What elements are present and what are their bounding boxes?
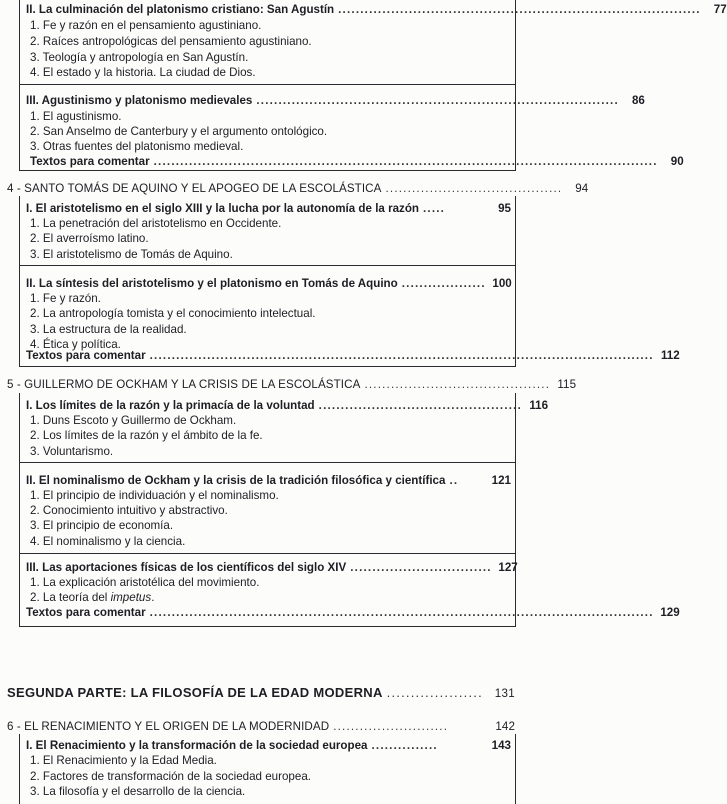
entry-title: I. El aristotelismo en el siglo XIII y la lucha por la autonomía de la razón <box>26 202 419 215</box>
page-number: 94 <box>575 182 589 195</box>
toc-entry-texts[interactable]: Textos para comentar .................................................................................................................. 90 <box>30 155 684 168</box>
chapter-heading[interactable]: 4 - SANTO TOMÁS DE AQUINO Y EL APOGEO DE LA ESCOLÁSTICA ........................................ 94 <box>7 182 589 195</box>
section-box-renacimiento <box>19 734 516 804</box>
entry-title: I. Los límites de la razón y la primacía de la voluntad <box>26 399 315 412</box>
toc-subentry: 1. Duns Escoto y Guillermo de Ockham. <box>30 414 237 427</box>
toc-entry-heading[interactable]: II. El nominalismo de Ockham y la crisis de la tradición filosófica y científica .. 121 <box>26 474 511 487</box>
toc-subentry: 3. La estructura de la realidad. <box>30 323 187 336</box>
toc-subentry: 3. Teología y antropología en San Agustín. <box>30 51 249 64</box>
toc-entry-heading[interactable]: II. La síntesis del aristotelismo y el platonismo en Tomás de Aquino ................... 100 <box>26 277 512 290</box>
toc-subentry: 2. San Anselmo de Canterbury y el argumento ontológico. <box>30 125 328 138</box>
entry-title: III. Agustinismo y platonismo medievales <box>26 94 253 107</box>
entry-title: Textos para comentar <box>26 606 146 619</box>
section-box-aportaciones <box>19 553 680 627</box>
toc-entry-heading[interactable]: III. Las aportaciones físicas de los científicos del siglo XIV ................................ 127 <box>26 561 518 574</box>
toc-subentry: 3. Otras fuentes del platonismo medieval. <box>30 140 244 153</box>
toc-subentry: 3. El principio de economía. <box>30 519 174 532</box>
toc-subentry: 2. El averroísmo latino. <box>30 232 149 245</box>
entry-title: II. La síntesis del aristotelismo y el platonismo en Tomás de Aquino <box>26 277 398 290</box>
toc-subentry: 1. El Renacimiento y la Edad Media. <box>30 754 217 767</box>
subentry-italic: impetus <box>110 591 152 604</box>
toc-subentry: 3. Voluntarismo. <box>30 445 114 458</box>
toc-subentry: 1. La penetración del aristotelismo en Occidente. <box>30 217 282 230</box>
entry-title: Textos para comentar <box>26 349 146 362</box>
toc-subentry: 1. El principio de individuación y el nominalismo. <box>30 489 279 502</box>
section-box-nominalismo <box>19 462 516 554</box>
page-number: 127 <box>498 561 518 574</box>
page-number: 142 <box>495 720 515 733</box>
section-box-limites-razon <box>19 393 549 463</box>
entry-title: II. El nominalismo de Ockham y la crisis de la tradición filosófica y científica <box>26 474 446 487</box>
toc-subentry: 1. Fe y razón. <box>30 292 101 305</box>
toc-subentry: 1. La explicación aristotélica del movimiento. <box>30 576 260 589</box>
section-box-san-agustin <box>19 0 727 85</box>
toc-subentry: 4. El nominalismo y la ciencia. <box>30 535 186 548</box>
entry-title: II. La culminación del platonismo cristiano: San Agustín <box>26 3 335 16</box>
page-number: 143 <box>491 739 511 752</box>
page-number: 95 <box>498 202 511 215</box>
toc-entry-heading[interactable]: I. El aristotelismo en el siglo XIII y la lucha por la autonomía de la razón ..... 95 <box>26 202 511 215</box>
toc-entry-heading[interactable]: I. Los límites de la razón y la primacía de la voluntad .............................................. 116 <box>26 399 549 412</box>
chapter-title: 6 - EL RENACIMIENTO Y EL ORIGEN DE LA MODERNIDAD <box>7 720 330 733</box>
toc-subentry: 3. El aristotelismo de Tomás de Aquino. <box>30 248 233 261</box>
part-heading[interactable]: SEGUNDA PARTE: LA FILOSOFÍA DE LA EDAD MODERNA .................... 131 <box>7 685 515 700</box>
page-number: 86 <box>631 94 645 107</box>
chapter-heading[interactable]: 5 - GUILLERMO DE OCKHAM Y LA CRISIS DE LA ESCOLÁSTICA .......................................... 115 <box>7 378 577 391</box>
page-number: 90 <box>670 155 684 168</box>
page-number: 131 <box>494 687 515 700</box>
entry-title: I. El Renacimiento y la transformación de la sociedad europea <box>26 739 368 752</box>
subentry-punct: . <box>151 591 155 604</box>
page-number: 129 <box>660 606 680 619</box>
toc-entry-texts[interactable]: Textos para comentar .................................................................................................................. 112 <box>26 349 680 362</box>
subentry-text: 2. La teoría del <box>30 591 111 604</box>
page-number: 112 <box>660 349 680 362</box>
page-number: 115 <box>557 378 577 391</box>
section-box-agustinismo <box>19 84 684 171</box>
page-number: 116 <box>529 399 549 412</box>
toc-entry-heading[interactable]: III. Agustinismo y platonismo medievales .................................................................................. 86 <box>26 94 645 107</box>
toc-subentry: 3. La filosofía y el desarrollo de la ciencia. <box>30 785 246 798</box>
toc-subentry: 4. Ética y política. <box>30 338 121 351</box>
toc-entry-texts[interactable]: Textos para comentar .................................................................................................................. 129 <box>26 606 680 619</box>
page-number: 100 <box>492 277 512 290</box>
toc-entry-heading[interactable]: I. El Renacimiento y la transformación de la sociedad europea ............... 143 <box>26 739 511 752</box>
part-title: SEGUNDA PARTE: LA FILOSOFÍA DE LA EDAD MODERNA <box>7 685 383 700</box>
toc-subentry <box>30 590 154 605</box>
toc-entry-heading[interactable]: II. La culminación del platonismo cristiano: San Agustín .................................................................................. 77 <box>26 3 727 16</box>
toc-subentry: 2. Los límites de la razón y el ámbito de la fe. <box>30 429 263 442</box>
toc-subentry: 2. La antropología tomista y el conocimiento intelectual. <box>30 307 316 320</box>
section-box-sintesis <box>19 265 680 367</box>
page-number: 77 <box>713 3 727 16</box>
toc-subentry: 2. Conocimiento intuitivo y abstractivo. <box>30 504 228 517</box>
chapter-heading[interactable]: 6 - EL RENACIMIENTO Y EL ORIGEN DE LA MODERNIDAD .......................... 142 <box>7 720 515 733</box>
chapter-title: 5 - GUILLERMO DE OCKHAM Y LA CRISIS DE LA ESCOLÁSTICA <box>7 378 361 391</box>
toc-subentry: 2. Factores de transformación de la sociedad europea. <box>30 770 311 783</box>
toc-subentry: 1. Fe y razón en el pensamiento agustiniano. <box>30 19 262 32</box>
page-number: 121 <box>491 474 511 487</box>
toc-subentry: 4. El estado y la historia. La ciudad de Dios. <box>30 66 256 79</box>
toc-subentry: 2. Raíces antropológicas del pensamiento agustiniano. <box>30 35 312 48</box>
chapter-title: 4 - SANTO TOMÁS DE AQUINO Y EL APOGEO DE LA ESCOLÁSTICA <box>7 182 382 195</box>
section-box-aristotelismo <box>19 196 516 266</box>
entry-title: Textos para comentar <box>30 155 150 168</box>
entry-title: III. Las aportaciones físicas de los científicos del siglo XIV <box>26 561 347 574</box>
toc-subentry: 1. El agustinismo. <box>30 110 122 123</box>
